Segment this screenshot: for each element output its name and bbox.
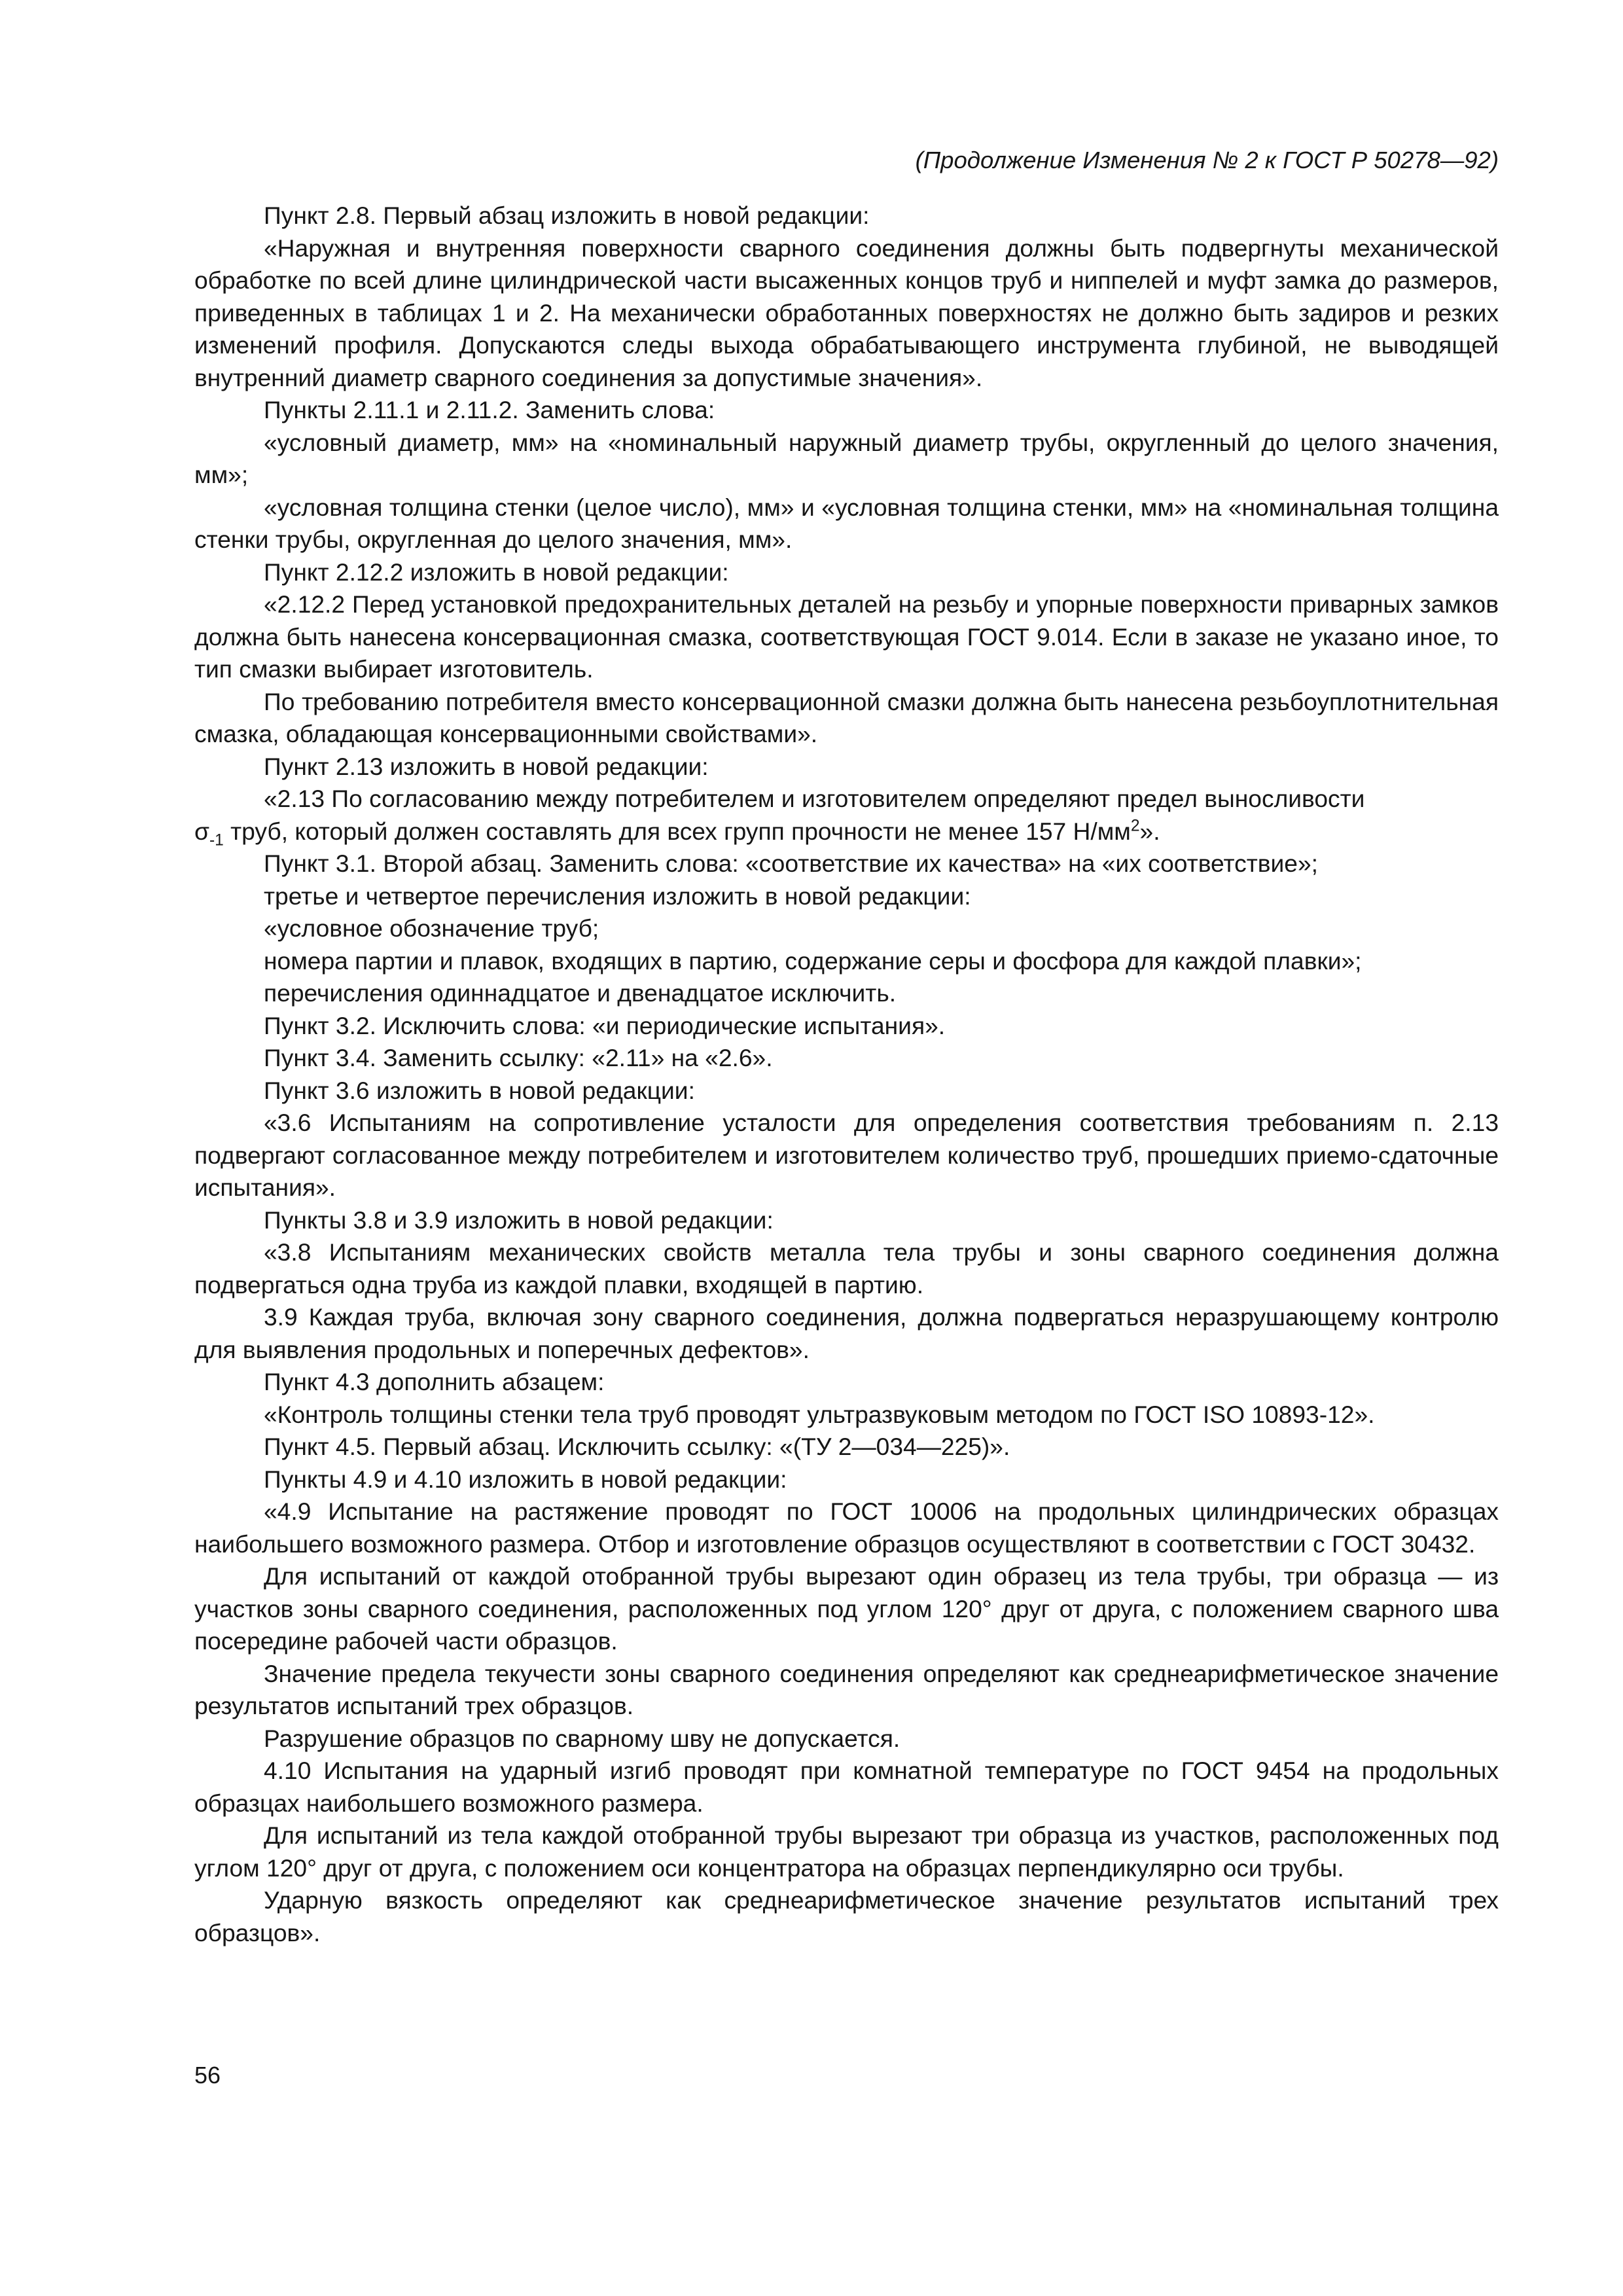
paragraph: «2.12.2 Перед установкой предохранительных деталей на резьбу и упорные поверхности приварных замков должна быть нанесена консервационная смазка, соответствующая ГОСТ 9.014. Если в заказе не указано иное, то тип смазки выбирает изготовитель. bbox=[194, 590, 1499, 683]
paragraph: По требованию потребителя вместо консервационной смазки должна быть нанесена резьбоуплотнительная смазка, обладающая консервационными свойствами». bbox=[194, 687, 1499, 747]
paragraph: 4.10 Испытания на ударный изгиб проводят при комнатной температуре по ГОСТ 9454 на продольных образцах наибольшего возможного размера. bbox=[194, 1757, 1499, 1817]
paragraph: третье и четвертое перечисления изложить в новой редакции: bbox=[264, 882, 971, 910]
sigma-end: ». bbox=[1139, 817, 1160, 845]
paragraph: «3.6 Испытаниям на сопротивление усталости для определения соответствия требованиям п. 2.13 подвергают согласованное между потребителем и изготовителем количество труб, прошедших приемо-сдаточные испытания». bbox=[194, 1109, 1499, 1201]
paragraph: Пункт 3.2. Исключить слова: «и периодические испытания». bbox=[264, 1011, 946, 1039]
paragraph: «условное обозначение труб; bbox=[264, 914, 599, 942]
paragraph: «условная толщина стенки (целое число), мм» и «условная толщина стенки, мм» на «номинальная толщина стенки трубы, округленная до целого значения, мм». bbox=[194, 493, 1499, 553]
paragraph: Для испытаний из тела каждой отобранной трубы вырезают три образца из участков, расположенных под углом 120° друг от друга, с положением оси концентратора на образцах перпендикулярно оси трубы. bbox=[194, 1821, 1499, 1882]
sigma-subscript: -1 bbox=[209, 831, 224, 849]
paragraph: перечисления одиннадцатое и двенадцатое исключить. bbox=[264, 979, 897, 1007]
paragraph: Для испытаний от каждой отобранной трубы вырезают один образец из тела трубы, три образца — из участков зоны сварного соединения, расположенных под углом 120° друг от друга, с положением сварного шва посередине рабочей части образцов. bbox=[194, 1562, 1499, 1655]
paragraph: Пункт 2.8. Первый абзац изложить в новой редакции: bbox=[264, 202, 870, 229]
paragraph: «3.8 Испытаниям механических свойств металла тела трубы и зоны сварного соединения должна подвергаться одна труба из каждой плавки, входящей в партию. bbox=[194, 1238, 1499, 1299]
paragraph: «2.13 По согласованию между потребителем и изготовителем определяют предел выносливости bbox=[264, 785, 1365, 812]
paragraph: Пункты 2.11.1 и 2.11.2. Заменить слова: bbox=[264, 396, 715, 423]
paragraph: номера партии и плавок, входящих в партию, содержание серы и фосфора для каждой плавки»; bbox=[264, 946, 1362, 975]
paragraph: Пункт 2.13 изложить в новой редакции: bbox=[264, 752, 709, 780]
page-number: 56 bbox=[194, 2062, 221, 2089]
paragraph: Ударную вязкость определяют как среднеарифметическое значение результатов испытаний трех образцов». bbox=[194, 1886, 1499, 1946]
paragraph: «Наружная и внутренняя поверхности сварного соединения должны быть подвергнуты механической обработке по всей длине цилиндрической части высаженных концов труб и ниппелей и муфт замка до размеров, приведенных в таблицах 1 и 2. На механически обработанных поверхностях не должно быть задиров и резких изменений профиля. Допускаются следы выхода обрабатывающего инструмента глубиной, не выводящей внутренний диаметр сварного соединения за допустимые значения». bbox=[194, 234, 1499, 391]
sigma-paragraph bbox=[194, 816, 1499, 848]
paragraph: Пункт 4.3 дополнить абзацем: bbox=[264, 1368, 605, 1395]
paragraph: «условный диаметр, мм» на «номинальный наружный диаметр трубы, округленный до целого значения, мм»; bbox=[194, 428, 1499, 488]
running-header: (Продолжение Изменения № 2 к ГОСТ Р 50278—92) bbox=[915, 147, 1499, 173]
sigma-text: труб, который должен составлять для всех групп прочности не менее 157 Н/мм bbox=[223, 817, 1131, 845]
paragraph: «4.9 Испытание на растяжение проводят по ГОСТ 10006 на продольных цилиндрических образцах наибольшего возможного размера. Отбор и изготовление образцов осуществляют в соответствии с ГОСТ 30432. bbox=[194, 1498, 1499, 1558]
paragraph: Пункты 4.9 и 4.10 изложить в новой редакции: bbox=[264, 1465, 787, 1493]
paragraph: Разрушение образцов по сварному шву не допускается. bbox=[264, 1724, 901, 1752]
paragraph: 3.9 Каждая труба, включая зону сварного соединения, должна подвергаться неразрушающему контролю для выявления продольных и поперечных дефектов». bbox=[194, 1303, 1499, 1363]
sigma-symbol: σ bbox=[194, 817, 209, 845]
paragraph: Пункт 2.12.2 изложить в новой редакции: bbox=[264, 558, 729, 586]
paragraph: Пункт 3.1. Второй абзац. Заменить слова: «соответствие их качества» на «их соответствие»; bbox=[264, 850, 1318, 877]
paragraph: Пункт 3.6 изложить в новой редакции: bbox=[264, 1076, 695, 1104]
document-body bbox=[194, 200, 1499, 1949]
paragraph: Пункт 4.5. Первый абзац. Исключить ссылку: «(ТУ 2—034—225)». bbox=[264, 1433, 1010, 1460]
paragraph: Пункты 3.8 и 3.9 изложить в новой редакции: bbox=[264, 1206, 774, 1234]
unit-superscript: 2 bbox=[1130, 817, 1140, 835]
paragraph: Пункт 3.4. Заменить ссылку: «2.11» на «2.6». bbox=[264, 1044, 773, 1071]
paragraph: «Контроль толщины стенки тела труб проводят ультразвуковым методом по ГОСТ ISO 10893-12». bbox=[264, 1400, 1375, 1428]
paragraph: Значение предела текучести зоны сварного соединения определяют как среднеарифметическое значение результатов испытаний трех образцов. bbox=[194, 1659, 1499, 1719]
